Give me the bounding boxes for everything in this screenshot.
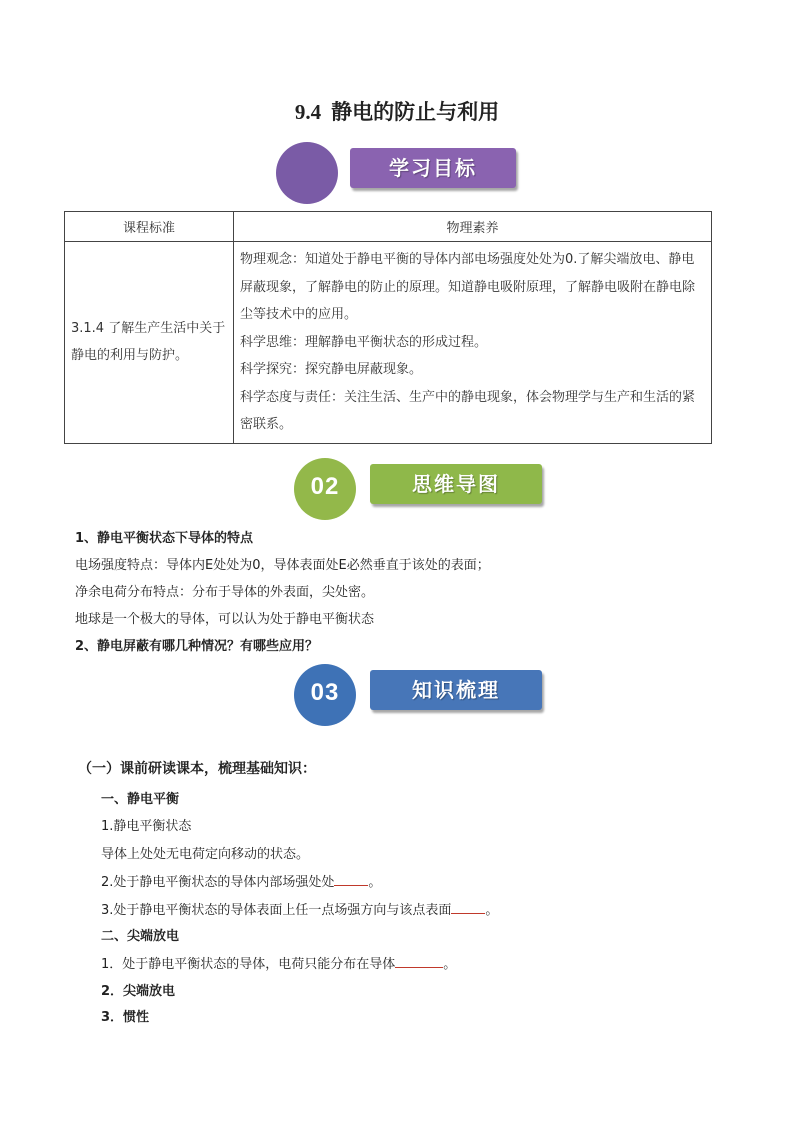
literacy-inquiry: 科学探究：探究静电屏蔽现象。 bbox=[240, 362, 423, 377]
section-1-1-desc: 导体上处处无电荷定向移动的状态。 bbox=[101, 847, 310, 862]
mindmap-line-1: 电场强度特点：导体内E处处为0，导体表面处E必然垂直于该处的表面； bbox=[75, 558, 490, 573]
mindmap-line-3: 地球是一个极大的导体，可以认为处于静电平衡状态 bbox=[75, 612, 375, 627]
section-1-1: 1.静电平衡状态 bbox=[101, 819, 192, 834]
section-2-2: 2．尖端放电 bbox=[101, 984, 176, 999]
banner-disc bbox=[294, 458, 356, 520]
banner-knowledge bbox=[294, 664, 546, 714]
section-1-3 bbox=[101, 899, 498, 918]
section-2-1-end: 。 bbox=[443, 957, 457, 972]
section-2-1-text: 1．处于静电平衡状态的导体，电荷只能分布在导体 bbox=[101, 957, 396, 972]
title-number: 9.4 bbox=[294, 100, 322, 124]
banner-bar bbox=[370, 464, 542, 504]
table-cell-standard: 3.1.4 了解生产生活中关于静电的利用与防护。 bbox=[65, 242, 234, 444]
table-header-standard: 课程标准 bbox=[65, 212, 234, 242]
banner-disc bbox=[276, 142, 338, 204]
section-1-3-text: 3.处于静电平衡状态的导体表面上任一点场强方向与该点表面 bbox=[101, 903, 452, 918]
title-text: 静电的防止与利用 bbox=[331, 100, 500, 124]
table-header-literacy: 物理素养 bbox=[234, 212, 712, 242]
literacy-thinking: 科学思维：理解静电平衡状态的形成过程。 bbox=[240, 334, 488, 350]
table-cell-literacy bbox=[234, 242, 712, 444]
section-1-2-end: 。 bbox=[368, 875, 382, 890]
banner-mind-map bbox=[294, 458, 546, 508]
section-1-2 bbox=[101, 871, 381, 890]
page-title bbox=[0, 96, 794, 126]
mindmap-item-1: 1、静电平衡状态下导体的特点 bbox=[75, 531, 254, 546]
banner-number: 03 bbox=[310, 679, 340, 706]
banner-label: 学习目标 bbox=[389, 156, 477, 180]
banner-number: 02 bbox=[310, 473, 340, 500]
banner-bar bbox=[350, 148, 516, 188]
section-1-title: 一、静电平衡 bbox=[101, 792, 180, 807]
mindmap-item-2: 2、静电屏蔽有哪几种情况？有哪些应用？ bbox=[75, 639, 319, 654]
banner-label: 思维导图 bbox=[412, 472, 500, 496]
section-2-3: 3．惯性 bbox=[101, 1010, 150, 1025]
literacy-attitude: 科学态度与责任：关注生活、生产中的静电现象，体会物理学与生产和生活的紧密联系。 bbox=[240, 389, 696, 432]
banner-bar bbox=[370, 670, 542, 710]
banner-disc bbox=[294, 664, 356, 726]
section-2-1 bbox=[101, 953, 456, 972]
mindmap-line-2: 净余电荷分布特点：分布于导体的外表面，尖处密。 bbox=[75, 585, 375, 600]
knowledge-heading: （一）课前研读课本，梳理基础知识： bbox=[78, 761, 316, 777]
curriculum-table bbox=[64, 211, 712, 444]
banner-label: 知识梳理 bbox=[412, 678, 500, 702]
section-1-3-end: 。 bbox=[485, 903, 499, 918]
fill-blank[interactable] bbox=[334, 872, 368, 886]
section-1-2-text: 2.处于静电平衡状态的导体内部场强处处 bbox=[101, 875, 335, 890]
fill-blank[interactable] bbox=[451, 900, 485, 914]
section-2-title: 二、尖端放电 bbox=[101, 929, 180, 944]
literacy-concept: 物理观念：知道处于静电平衡的导体内部电场强度处处为0.了解尖端放电、静电屏蔽现象，了解静电的防止的原理。知道静电吸附原理，了解静电吸附在静电除尘等技术中的应用。 bbox=[240, 252, 696, 322]
banner-learning-goals bbox=[276, 142, 518, 192]
fill-blank[interactable] bbox=[395, 954, 443, 968]
